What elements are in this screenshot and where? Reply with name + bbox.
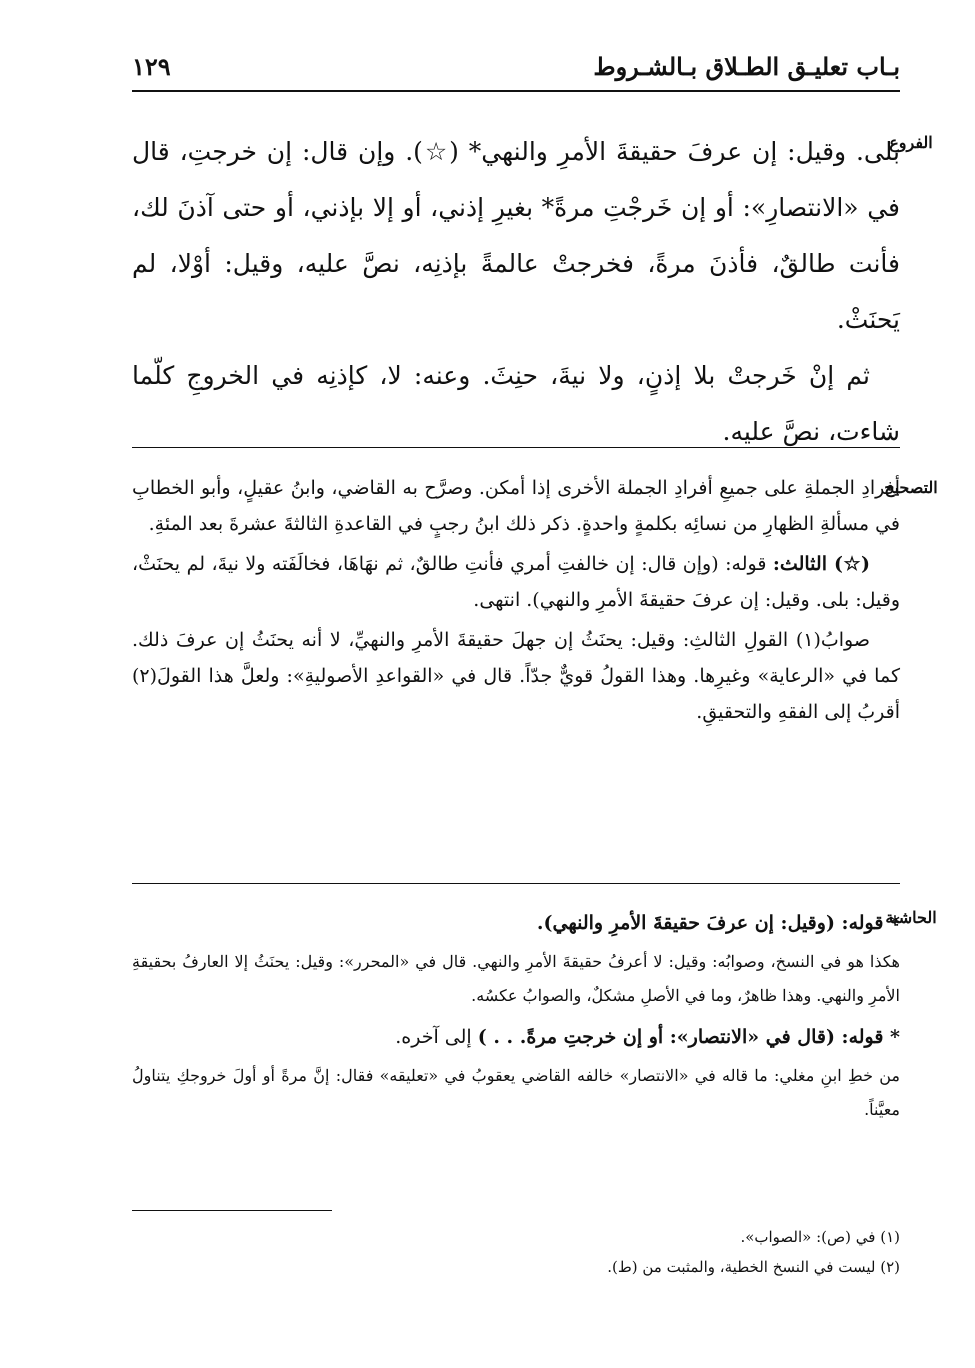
footnote-1: (١) في (ص): «الصواب». xyxy=(740,1228,900,1246)
tashih-paragraph-3: صوابُ(١) القولِ الثالثِ: وقيل: يحنَثُ إن جهلَ حقيقةَ الأمرِ والنهيِّ، لا أنه يحنَثُ إن عرفَ ذلك. كما في «الرعاية» وغيرِها. وهذا القولُ قويٌّ جدّاً. قال في «القواعدِ الأصوليةِ»: ولعلَّ هذا القولَ(٢) أقربُ إلى الفقهِ والتحقيقِ. xyxy=(132,629,900,723)
hashiya-quote-2-bold: * قوله: (قال في «الانتصار»: أو إن خرجتِ مرةً. . . ) xyxy=(477,1026,900,1048)
section-separator xyxy=(132,447,900,448)
page-number: ١٢٩ xyxy=(132,52,171,81)
hashiya-section xyxy=(132,905,900,1133)
header-rule xyxy=(132,90,900,92)
footnote-2: (٢) ليست في النسخ الخطية، والمثبت من (ط). xyxy=(607,1258,900,1276)
furu-section xyxy=(132,124,900,460)
footnotes xyxy=(132,1222,900,1282)
section-label-hashiya: الحاشية xyxy=(885,908,937,927)
furu-paragraph-1: بلى. وقيل: إن عرفَ حقيقةَ الأمرِ والنهي* (☆). وإن قال: إن خرجتِ، قال في «الانتصارِ»: أو إن خَرجْتِ مرةً* بغيرِ إذني، أو إلا بإذني، أو حتى آذنَ لك، فأنت طالقٌ، فأذنَ مرةً، فخرجتْ عالمةً بإذنِه، نصَّ عليه، وقيل: أوْلا، لم يَحنَثْ. xyxy=(132,137,900,334)
tashih-heading: (☆) الثالث: xyxy=(772,553,870,575)
tashih-paragraph-1: أفرادِ الجملةِ على جميعِ أفرادِ الجملة الأخرى إذا أمكن. وصرَّح به القاضي، وابنُ عقيلٍ، وأبو الخطابِ في مسألةِ الظهارِ من نسائِه بكلمةٍ واحدةٍ. ذكر ذلك ابنُ رجبٍ في القاعدةِ الثالثةَ عشرةَ بعد المئةِ. xyxy=(132,477,900,535)
page-header xyxy=(132,48,900,92)
hashiya-body-1: هكذا هو في النسخ، وصوابُه: وقيل: لا أعرفُ حقيقةَ الأمرِ والنهي. قال في «المحرر»: وقيل: يحنَثُ إلا العارفُ بحقيقةِ الأمرِ والنهي. وهذا ظاهرٌ، وما في الأصلِ مشكلٌ، والصوابُ عكسُه. xyxy=(132,952,900,1005)
hashiya-quote-1: * قوله: (وقيل: إن عرفَ حقيقةَ الأمرِ والنهي). xyxy=(536,912,900,934)
hashiya-body-2: من خطِ ابنِ مغلي: ما قاله في «الانتصار» خالفه القاضي يعقوبُ في «تعليقه» فقال: إنَّ مرةً أو أولَ خروجكِ يتناولُ معيَّناً. xyxy=(132,1066,901,1119)
furu-paragraph-2: ثم إنْ خَرجتْ بلا إذنٍ، ولا نيةَ، حنِثَ. وعنه: لا، كإذنِه في الخروجِ كلّما شاءت، نصَّ عليه. xyxy=(132,361,900,446)
chapter-title: بـاب تعليـق الطـلاق بـالشـروط xyxy=(593,52,900,81)
section-label-tashih: التصحيح xyxy=(884,478,938,497)
section-label-furu: الفروع xyxy=(889,133,933,152)
hashiya-quote-2 xyxy=(132,1019,900,1055)
tashih-paragraph-2-text: قوله: (وإن قال: إن خالفتِ أمري فأنتِ طالقٌ، ثم نهَاهَا، فخالَفَته ولا نيةَ، لم يحنَثْ، وقيل: بلى. وقيل: إن عرفَ حقيقةَ الأمرِ والنهي). انتهى. xyxy=(132,553,900,611)
footnote-separator xyxy=(132,1210,332,1211)
section-separator xyxy=(132,883,900,884)
tashih-section xyxy=(132,470,900,734)
hashiya-quote-2-tail: إلى آخره. xyxy=(395,1026,478,1048)
tashih-paragraph-2 xyxy=(132,546,900,618)
